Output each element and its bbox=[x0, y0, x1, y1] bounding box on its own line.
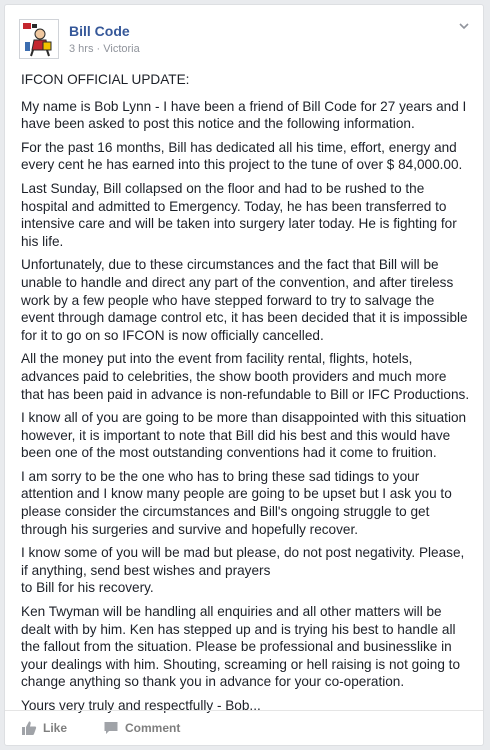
post-paragraph: Ken Twyman will be handling all enquiries and all other matters will be dealt with by him. Ken has stepped up and is trying his best to handle all the fallout from the situation. Please be professional and businesslike in your dealings with him. Shouting, screaming or hell raising is not going to change anything so thank you in advance for your co-operation. bbox=[21, 604, 461, 690]
post-location[interactable]: Victoria bbox=[103, 43, 140, 55]
avatar[interactable] bbox=[19, 19, 59, 59]
post-paragraph: For the past 16 months, Bill has dedicated all his time, effort, energy and every cent he has earned into this project to the tune of over $ 84,000.00. bbox=[21, 139, 463, 173]
post-card bbox=[4, 4, 484, 746]
author-name[interactable]: Bill Code bbox=[69, 23, 130, 39]
post-paragraph: I am sorry to be the one who has to bring these sad tidings to your attention and I know many people are going to be upset but I ask you to please consider the circumstances and Bill's ongoing struggle to get through his surgeries and survive and hopefully recover. bbox=[21, 468, 452, 537]
post-paragraph: All the money put into the event from facility rental, flights, hotels, advances paid to celebrities, the show booth providers and much more that has been paid in advance is non-refundable to Bill or IFC Productions. bbox=[21, 351, 470, 402]
thumbs-up-icon bbox=[21, 720, 37, 736]
post-paragraph: IFCON OFFICIAL UPDATE: bbox=[21, 72, 190, 87]
post-actions bbox=[5, 710, 483, 745]
post-paragraph: I know some of you will be mad but please, do not post negativity. Please, if anything, send best wishes and prayers to Bill for his recovery. bbox=[21, 545, 465, 596]
post-body bbox=[21, 71, 471, 721]
chevron-down-icon[interactable] bbox=[457, 19, 471, 33]
avatar-image bbox=[20, 20, 58, 58]
post-paragraph: Yours very truly and respectfully - Bob... bbox=[21, 698, 261, 713]
comment-label: Comment bbox=[125, 721, 181, 735]
meta-separator: · bbox=[96, 43, 101, 55]
post-meta bbox=[69, 43, 140, 55]
post-paragraph: I know all of you are going to be more than disappointed with this situation however, it is important to note that Bill did his best and this would have been one of the most outstanding conventions had it come to fruition. bbox=[21, 410, 467, 461]
post-paragraph: Unfortunately, due to these circumstances and the fact that Bill will be unable to handle and direct any part of the convention, and after tireless work by a few people who have stepped forward to try to salvage the event through damage control etc, it has been decided that it is impossible for it to go on so IFCON is now officially cancelled. bbox=[21, 257, 468, 343]
post-header bbox=[5, 5, 483, 65]
post-paragraph: Last Sunday, Bill collapsed on the floor and had to be rushed to the hospital and admitted to Emergency. Today, he has been transferred to intensive care and will be taken into surgery later today. He is fighting for his life. bbox=[21, 180, 457, 249]
post-paragraph: My name is Bob Lynn - I have been a friend of Bill Code for 27 years and I have been asked to post this notice and the following information. bbox=[21, 98, 467, 132]
speech-bubble-icon bbox=[103, 720, 119, 736]
like-label: Like bbox=[43, 721, 68, 735]
like-button[interactable] bbox=[21, 720, 67, 736]
comment-button[interactable] bbox=[103, 720, 180, 736]
post-timestamp[interactable]: 3 hrs bbox=[69, 43, 94, 55]
